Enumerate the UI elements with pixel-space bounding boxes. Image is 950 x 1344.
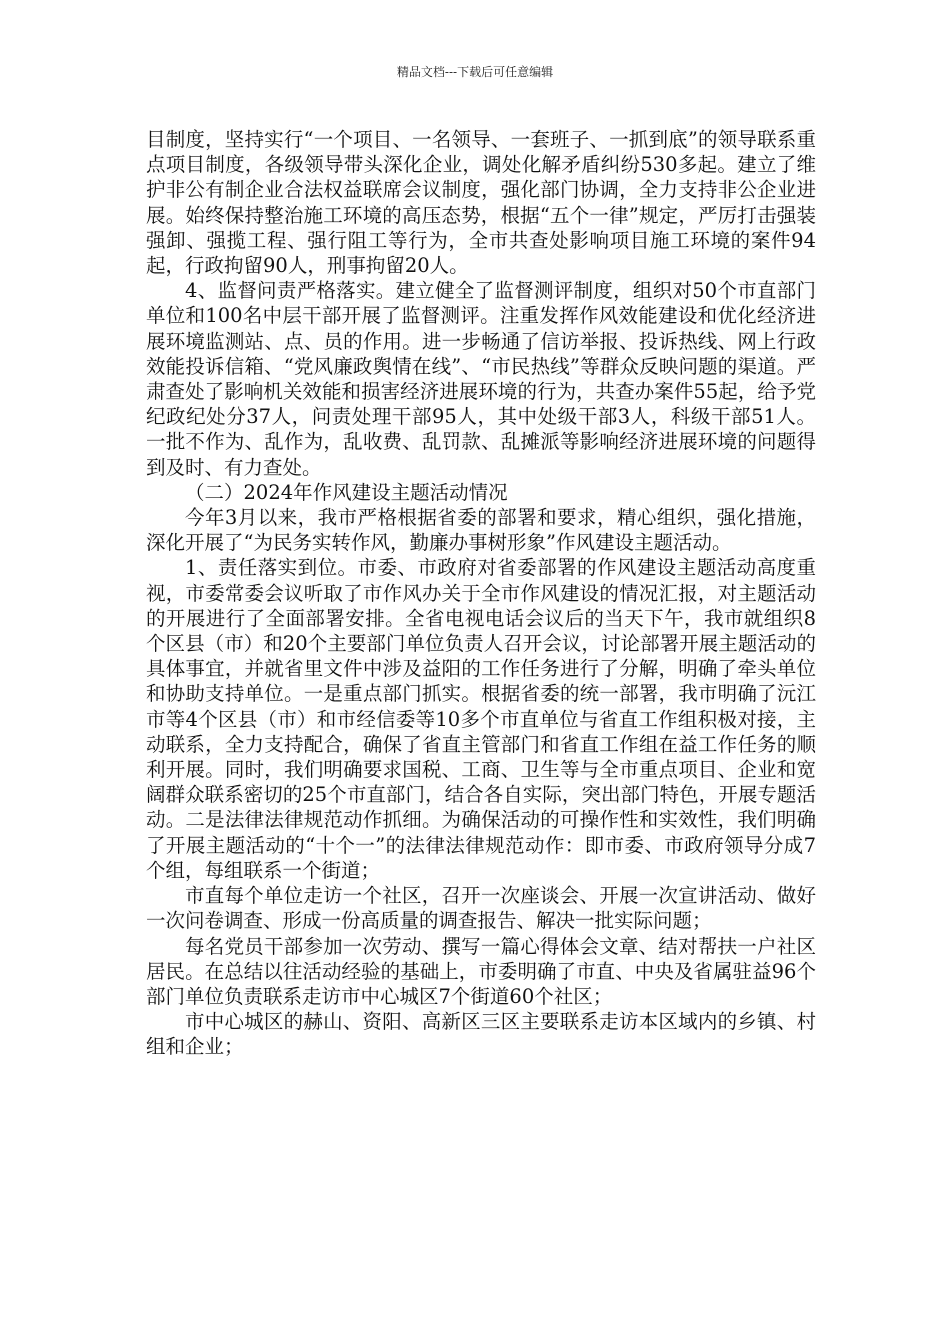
paragraph-3: 今年3月以来，我市严格根据省委的部署和要求，精心组织，强化措施，深化开展了“为民务实转作风，勤廉办事树形象”作风建设主题活动。 — [146, 506, 816, 555]
paragraph-2: 4、监督问责严格落实。建立健全了监督测评制度，组织对50个市直部门单位和100名中层干部开展了监督测评。注重发挥作风效能建设和优化经济进展环境监测站、点、员的作用。进一步畅通了信访举报、投诉热线、网上行政效能投诉信箱、“党风廉政舆情在线”、“市民热线”等群众反映问题的渠道。严肃查处了影响机关效能和损害经济进展环境的行为，共查办案件55起，给予党纪政纪处分37人，问责处理干部95人，其中处级干部3人，科级干部51人。一批不作为、乱作为，乱收费、乱罚款、乱摊派等影响经济进展环境的问题得到及时、有力查处。 — [146, 279, 816, 479]
paragraph-7: 市中心城区的赫山、资阳、高新区三区主要联系走访本区域内的乡镇、村组和企业； — [146, 1010, 816, 1059]
paragraph-1: 目制度，坚持实行“一个项目、一名领导、一套班子、一抓到底”的领导联系重点项目制度，各级领导带头深化企业，调处化解矛盾纠纷530多起。建立了维护非公有制企业合法权益联席会议制度，强化部门协调，全力支持非公企业进展。始终保持整治施工环境的高压态势，根据“五个一律”规定，严厉打击强装强卸、强揽工程、强行阻工等行为，全市共查处影响项目施工环境的案件94起，行政拘留90人，刑事拘留20人。 — [146, 128, 816, 278]
document-body — [146, 127, 816, 1060]
paragraph-6: 每名党员干部参加一次劳动、撰写一篇心得体会文章、结对帮扶一户社区居民。在总结以往活动经验的基础上，市委明确了市直、中央及省属驻益96个部门单位负责联系走访市中心城区7个街道60个社区； — [146, 934, 816, 1008]
paragraph-4: 1、责任落实到位。市委、市政府对省委部署的作风建设主题活动高度重视，市委常委会议听取了市作风办关于全市作风建设的情况汇报，对主题活动的开展进行了全面部署安排。全省电视电话会议后的当天下午，我市就组织8个区县（市）和20个主要部门单位负责人召开会议，讨论部署开展主题活动的具体事宜，并就省里文件中涉及益阳的工作任务进行了分解，明确了牵头单位和协助支持单位。一是重点部门抓实。根据省委的统一部署，我市明确了沅江市等4个区县（市）和市经信委等10多个市直单位与省直工作组积极对接，主动联系，全力支持配合，确保了省直主管部门和省直工作组在益工作任务的顺利开展。同时，我们明确要求国税、工商、卫生等与全市重点项目、企业和宽阔群众联系密切的25个市直部门，结合各自实际，突出部门特色，开展专题活动。二是法律法律规范动作抓细。为确保活动的可操作性和实效性，我们明确了开展主题活动的“十个一”的法律法律规范动作：即市委、市政府领导分成7个组，每组联系一个街道； — [146, 556, 816, 882]
paragraph-5: 市直每个单位走访一个社区，召开一次座谈会、开展一次宣讲活动、做好一次问卷调查、形成一份高质量的调查报告、解决一批实际问题； — [146, 884, 816, 933]
section-heading: （二）2024年作风建设主题活动情况 — [185, 480, 508, 504]
page-header: 精品文档---下载后可任意编辑 — [396, 65, 554, 79]
